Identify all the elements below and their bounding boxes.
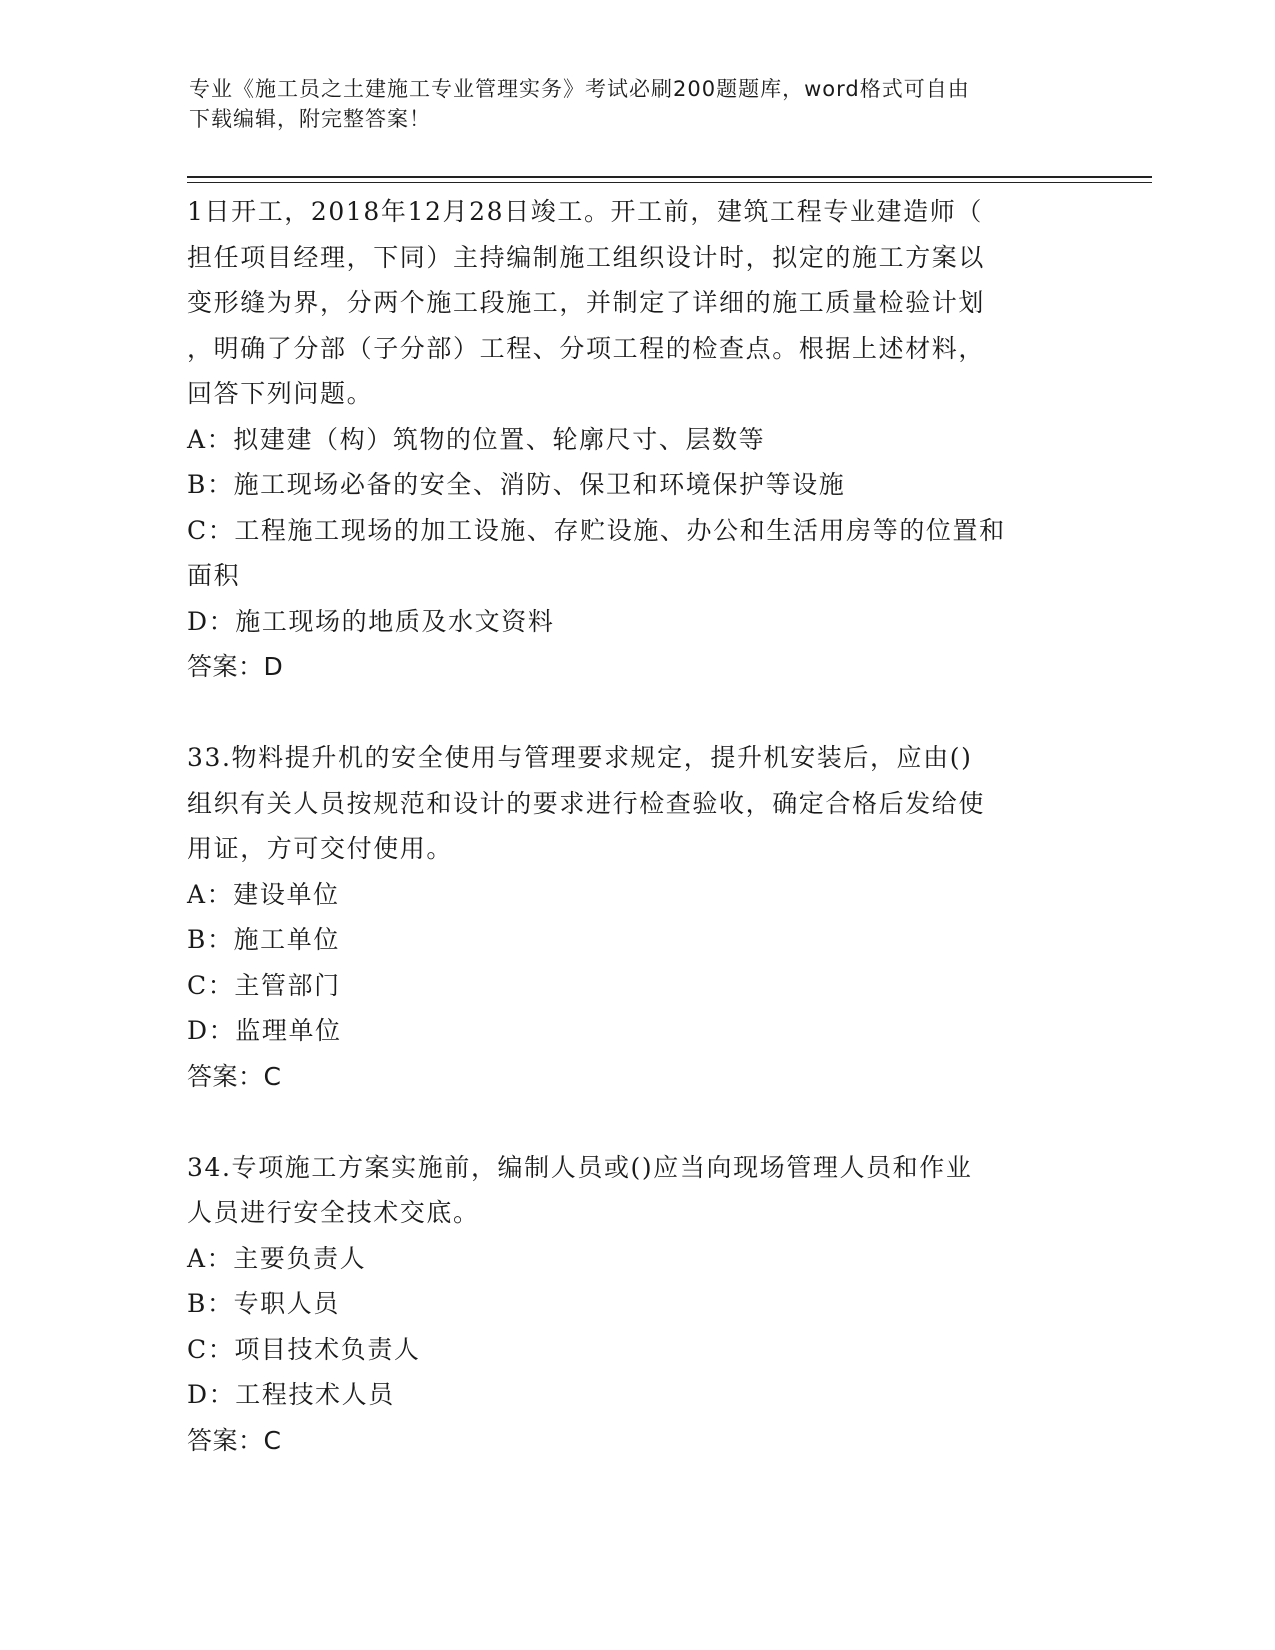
question-stem-line: 组织有关人员按规范和设计的要求进行检查验收，确定合格后发给使 (187, 788, 986, 818)
spacer (187, 690, 1087, 736)
option-d: D：工程技术人员 (187, 1380, 395, 1409)
option-a: A：主要负责人 (187, 1243, 367, 1273)
spacer (187, 1099, 1087, 1145)
question-34 (187, 1145, 1087, 1464)
question-stem-line: 人员进行安全技术交底。 (187, 1198, 480, 1227)
header-divider-thin (187, 182, 1152, 183)
option-c: C：工程施工现场的加工设施、存贮设施、办公和生活用房等的位置和 (187, 515, 1006, 545)
question-stem-line: 变形缝为界，分两个施工段施工，并制定了详细的施工质量检验计划 (187, 288, 986, 317)
question-stem-line: 1日开工，2018年12月28日竣工。开工前，建筑工程专业建造师（ (187, 197, 983, 226)
question-stem-line: 回答下列问题。 (187, 379, 374, 408)
answer-label: 答案：C (187, 1425, 282, 1455)
answer-label: 答案：C (187, 1061, 282, 1091)
question-stem-line: 用证，方可交付使用。 (187, 834, 454, 863)
option-c-continued: 面积 (187, 561, 241, 590)
option-a: A：拟建建（构）筑物的位置、轮廓尺寸、层数等 (187, 424, 766, 454)
document-header (189, 74, 1089, 134)
question-stem-line: ，明确了分部（子分部）工程、分项工程的检查点。根据上述材料， (187, 333, 986, 363)
header-line: 下载编辑，附完整答案！ (189, 107, 431, 131)
header-divider-thick (187, 176, 1152, 178)
option-d: D：施工现场的地质及水文资料 (187, 606, 555, 636)
answer-label: 答案：D (187, 652, 284, 681)
option-c: C：项目技术负责人 (187, 1334, 421, 1364)
question-33 (187, 735, 1087, 1099)
option-b: B：专职人员 (187, 1289, 340, 1318)
option-b: B：施工现场必备的安全、消防、保卫和环境保护等设施 (187, 470, 846, 499)
question-list (187, 189, 1087, 1463)
option-d: D：监理单位 (187, 1016, 342, 1045)
question-stem-line: 34.专项施工方案实施前，编制人员或()应当向现场管理人员和作业 (187, 1152, 973, 1182)
option-b: B：施工单位 (187, 925, 340, 954)
header-line: 专业《施工员之土建施工专业管理实务》考试必刷200题题库，word格式可自由 (189, 77, 970, 101)
question-stem-line: 33.物料提升机的安全使用与管理要求规定，提升机安装后，应由() (187, 743, 973, 772)
question-stem-line: 担任项目经理，下同）主持编制施工组织设计时，拟定的施工方案以 (187, 242, 986, 272)
option-a: A：建设单位 (187, 879, 340, 909)
option-c: C：主管部门 (187, 970, 341, 1000)
question-prev (187, 189, 1087, 690)
